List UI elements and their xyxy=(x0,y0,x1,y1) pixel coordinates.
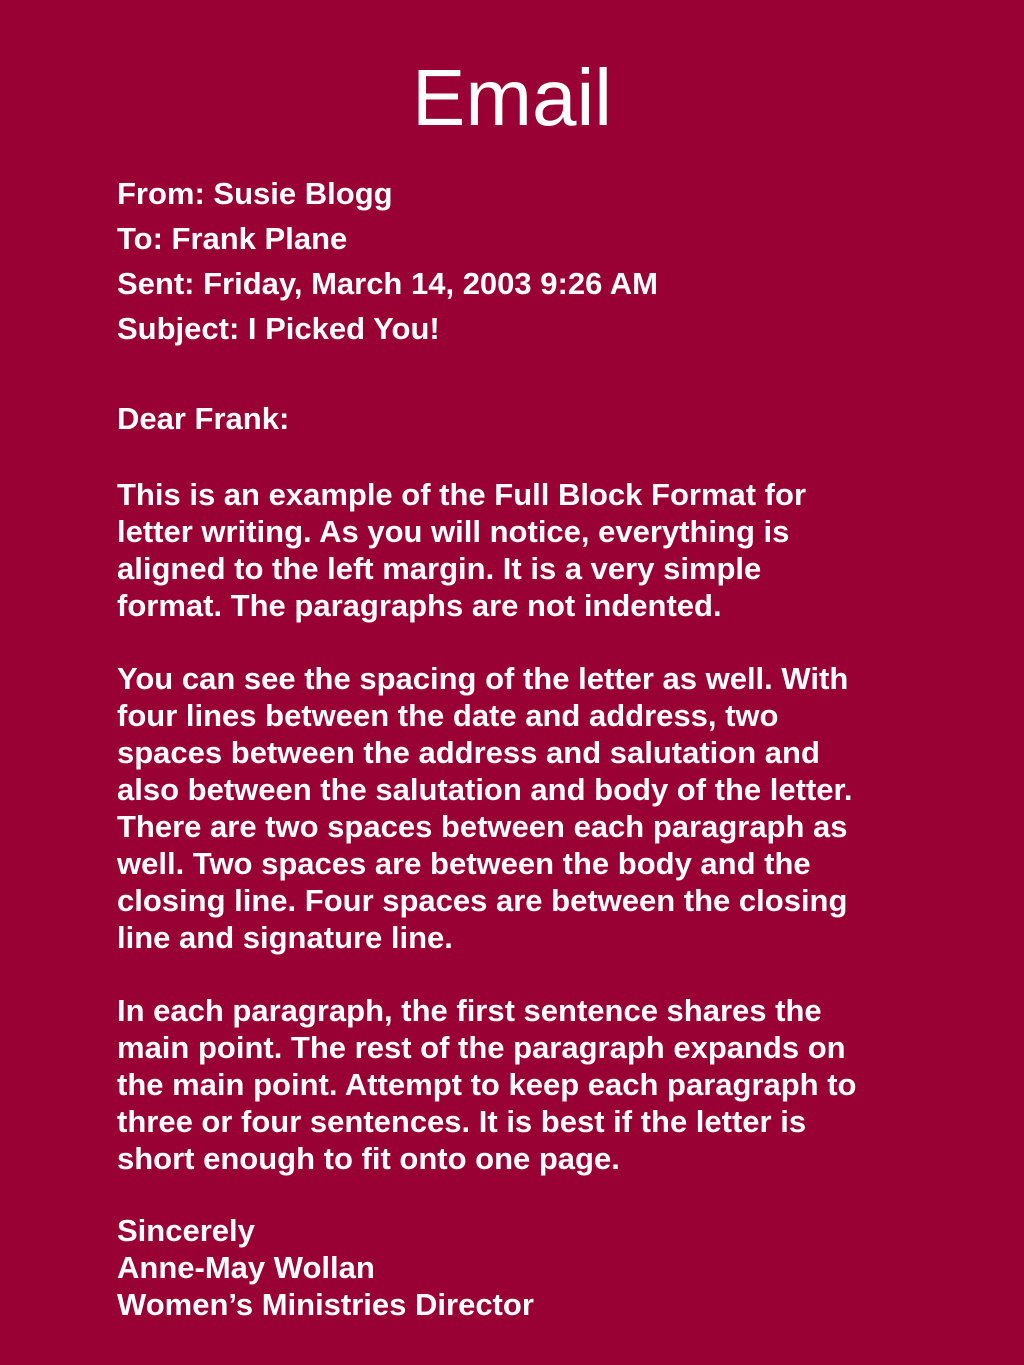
paragraph-1 xyxy=(117,476,997,624)
paragraph-line: letter writing. As you will notice, everything is xyxy=(117,514,790,549)
paragraph-line: format. The paragraphs are not indented. xyxy=(117,588,722,623)
salutation: Dear Frank: xyxy=(117,401,290,436)
email-to: To: Frank Plane xyxy=(117,221,348,256)
closing-block xyxy=(117,1212,997,1323)
paragraph-line: also between the salutation and body of the letter. xyxy=(117,772,853,807)
email-sent: Sent: Friday, March 14, 2003 9:26 AM xyxy=(117,266,658,301)
page-title: Email xyxy=(411,53,613,142)
paragraph-line: line and signature line. xyxy=(117,920,453,955)
paragraph-line: the main point. Attempt to keep each paragraph to xyxy=(117,1067,857,1102)
paragraph-line: There are two spaces between each paragraph as xyxy=(117,809,848,844)
signature-title: Women’s Ministries Director xyxy=(117,1287,534,1322)
paragraph-line: well. Two spaces are between the body and the xyxy=(117,846,811,881)
paragraph-line: three or four sentences. It is best if the letter is xyxy=(117,1104,807,1139)
paragraph-2 xyxy=(117,660,997,956)
signature-name: Anne-May Wollan xyxy=(117,1250,375,1285)
email-subject: Subject: I Picked You! xyxy=(117,311,440,346)
paragraph-line: main point. The rest of the paragraph expands on xyxy=(117,1030,846,1065)
paragraph-line: closing line. Four spaces are between the closing xyxy=(117,883,848,918)
paragraph-line: You can see the spacing of the letter as well. With xyxy=(117,661,849,696)
paragraph-line: aligned to the left margin. It is a very simple xyxy=(117,551,762,586)
paragraph-3 xyxy=(117,992,997,1177)
closing-line: Sincerely xyxy=(117,1213,255,1248)
paragraph-line: four lines between the date and address, two xyxy=(117,698,779,733)
paragraph-line: spaces between the address and salutation and xyxy=(117,735,820,770)
paragraph-line: short enough to fit onto one page. xyxy=(117,1141,620,1176)
paragraph-line: This is an example of the Full Block Format for xyxy=(117,477,807,512)
paragraph-line: In each paragraph, the first sentence shares the xyxy=(117,993,822,1028)
email-from: From: Susie Blogg xyxy=(117,176,393,211)
